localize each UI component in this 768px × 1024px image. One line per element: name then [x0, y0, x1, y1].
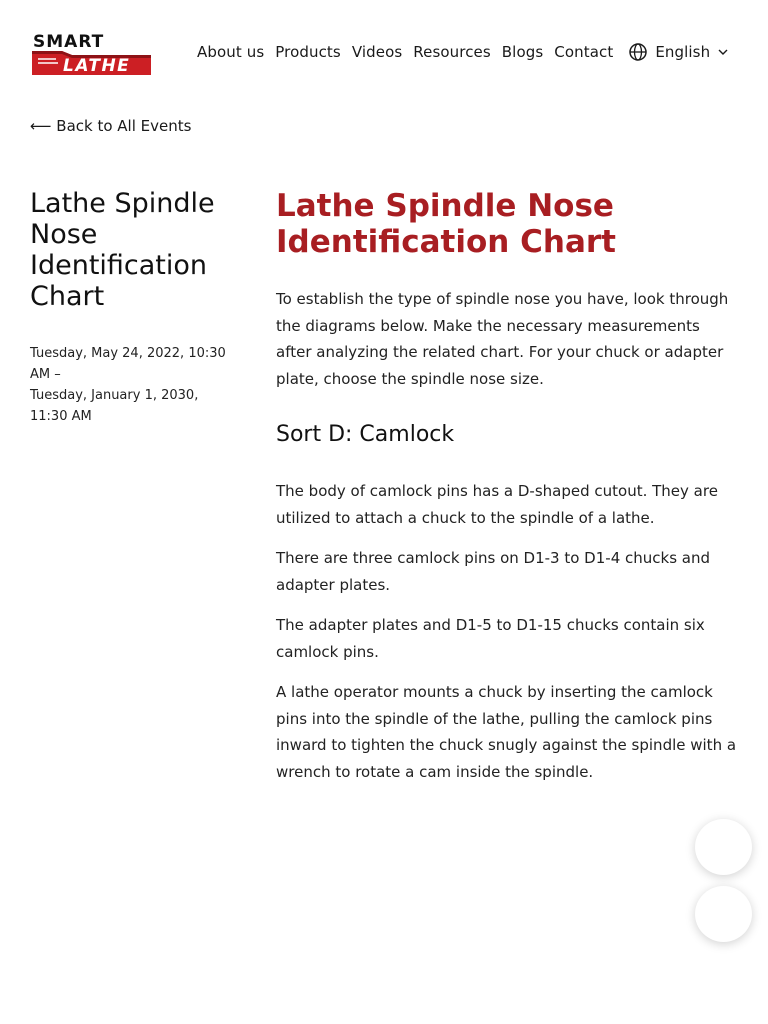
intro-paragraph: To establish the type of spindle nose you have, look through the diagrams below. Make the necessary measurements after analyzing the related chart. For your chuck or adapter plate, choose the spindle nose size.: [276, 290, 729, 388]
page-title: Lathe Spindle Nose Identification Chart: [276, 188, 616, 260]
sidebar-event-title: Lathe Spindle Nose Identification Chart: [30, 188, 215, 312]
body-paragraph: The adapter plates and D1-5 to D1-15 chucks contain six camlock pins.: [276, 616, 705, 661]
event-dates: [30, 343, 230, 427]
nav-blogs[interactable]: Blogs: [501, 43, 544, 61]
chevron-down-icon: [717, 46, 729, 58]
globe-icon: [628, 42, 648, 62]
back-to-events-link[interactable]: ⟵ Back to All Events: [30, 117, 192, 135]
nav-products[interactable]: Products: [275, 43, 341, 61]
floating-action-button[interactable]: [695, 819, 752, 875]
section-heading: Sort D: Camlock: [276, 422, 455, 447]
body-paragraph: There are three camlock pins on D1-3 to D1-4 chucks and adapter plates.: [276, 549, 710, 594]
body-paragraph: A lathe operator mounts a chuck by inserting the camlock pins into the spindle of the lathe, pulling the camlock pins inward to tighten the chuck snugly against the spindle with a wrench to rotate a cam inside the spindle.: [276, 683, 737, 781]
nav-resources[interactable]: Resources: [413, 43, 491, 61]
language-label: English: [655, 43, 711, 61]
event-article: [276, 188, 738, 785]
svg-text:LATHE: LATHE: [63, 56, 131, 76]
site-logo[interactable]: [32, 31, 151, 76]
body-paragraph: The body of camlock pins has a D-shaped cutout. They are utilized to attach a chuck to the spindle of a lathe.: [276, 482, 718, 527]
nav-videos[interactable]: Videos: [351, 43, 403, 61]
event-end-date: Tuesday, January 1, 2030, 11:30 AM: [30, 388, 199, 424]
event-start-date: Tuesday, May 24, 2022, 10:30 AM –: [30, 346, 226, 382]
svg-text:SMART: SMART: [33, 32, 105, 52]
floating-action-button[interactable]: [695, 886, 752, 942]
nav-about-us[interactable]: About us: [197, 43, 265, 61]
smart-lathe-logo-graphic: [32, 31, 151, 76]
language-selector[interactable]: [628, 42, 729, 62]
main-nav: [197, 41, 729, 63]
nav-contact[interactable]: Contact: [554, 43, 614, 61]
